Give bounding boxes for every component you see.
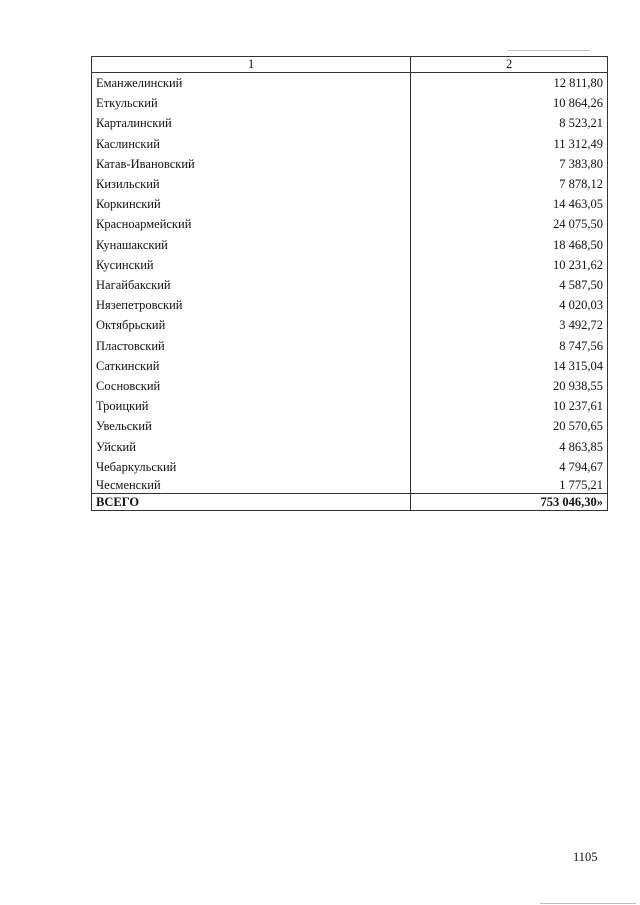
table-row xyxy=(92,396,608,416)
district-value: 7 383,80 xyxy=(411,154,608,174)
district-name: Катав-Ивановский xyxy=(92,154,411,174)
column-header-1: 1 xyxy=(92,57,411,73)
table-row xyxy=(92,437,608,457)
table-row xyxy=(92,113,608,133)
table-row xyxy=(92,336,608,356)
table-row xyxy=(92,416,608,436)
district-value: 4 794,67 xyxy=(411,457,608,477)
district-name: Нязепетровский xyxy=(92,295,411,315)
district-name: Карталинский xyxy=(92,113,411,133)
table-row xyxy=(92,134,608,154)
district-name: Красноармейский xyxy=(92,214,411,234)
district-value: 12 811,80 xyxy=(411,73,608,94)
district-name: Чебаркульский xyxy=(92,457,411,477)
district-name: Увельский xyxy=(92,416,411,436)
table-row xyxy=(92,194,608,214)
table-row xyxy=(92,376,608,396)
district-value: 8 747,56 xyxy=(411,336,608,356)
table-row xyxy=(92,457,608,477)
table-header-row xyxy=(92,57,608,73)
table-row xyxy=(92,295,608,315)
district-name: Еманжелинский xyxy=(92,73,411,94)
district-value: 11 312,49 xyxy=(411,134,608,154)
district-name: Еткульский xyxy=(92,93,411,113)
district-value: 20 570,65 xyxy=(411,416,608,436)
district-name: Уйский xyxy=(92,437,411,457)
table-row xyxy=(92,235,608,255)
table-row xyxy=(92,477,608,494)
district-value: 3 492,72 xyxy=(411,315,608,335)
district-value: 8 523,21 xyxy=(411,113,608,133)
district-name: Коркинский xyxy=(92,194,411,214)
table-row xyxy=(92,275,608,295)
table-row xyxy=(92,214,608,234)
table-row xyxy=(92,154,608,174)
district-name: Каслинский xyxy=(92,134,411,154)
district-value: 18 468,50 xyxy=(411,235,608,255)
district-value: 24 075,50 xyxy=(411,214,608,234)
district-value: 20 938,55 xyxy=(411,376,608,396)
district-value: 14 315,04 xyxy=(411,356,608,376)
district-value: 10 231,62 xyxy=(411,255,608,275)
total-row xyxy=(92,494,608,511)
district-value: 4 587,50 xyxy=(411,275,608,295)
table-row xyxy=(92,315,608,335)
district-name: Чесменский xyxy=(92,477,411,494)
district-name: Кизильский xyxy=(92,174,411,194)
district-name: Кунашакский xyxy=(92,235,411,255)
district-value: 14 463,05 xyxy=(411,194,608,214)
table-row xyxy=(92,73,608,94)
district-value: 7 878,12 xyxy=(411,174,608,194)
table-row xyxy=(92,356,608,376)
column-header-2: 2 xyxy=(411,57,608,73)
district-value: 4 863,85 xyxy=(411,437,608,457)
table-row xyxy=(92,174,608,194)
table-row xyxy=(92,93,608,113)
scan-artifact-top xyxy=(508,50,590,51)
district-name: Кусинский xyxy=(92,255,411,275)
table-row xyxy=(92,255,608,275)
scan-artifact-bottom xyxy=(540,903,636,904)
district-value: 1 775,21 xyxy=(411,477,608,494)
district-name: Октябрьский xyxy=(92,315,411,335)
budget-table xyxy=(91,56,608,511)
district-value: 10 237,61 xyxy=(411,396,608,416)
district-name: Саткинский xyxy=(92,356,411,376)
page-number: 1105 xyxy=(573,850,598,864)
district-name: Нагайбакский xyxy=(92,275,411,295)
district-name: Пластовский xyxy=(92,336,411,356)
district-value: 10 864,26 xyxy=(411,93,608,113)
total-value: 753 046,30» xyxy=(411,494,608,511)
total-label: ВСЕГО xyxy=(92,494,411,511)
district-name: Троицкий xyxy=(92,396,411,416)
district-name: Сосновский xyxy=(92,376,411,396)
district-value: 4 020,03 xyxy=(411,295,608,315)
